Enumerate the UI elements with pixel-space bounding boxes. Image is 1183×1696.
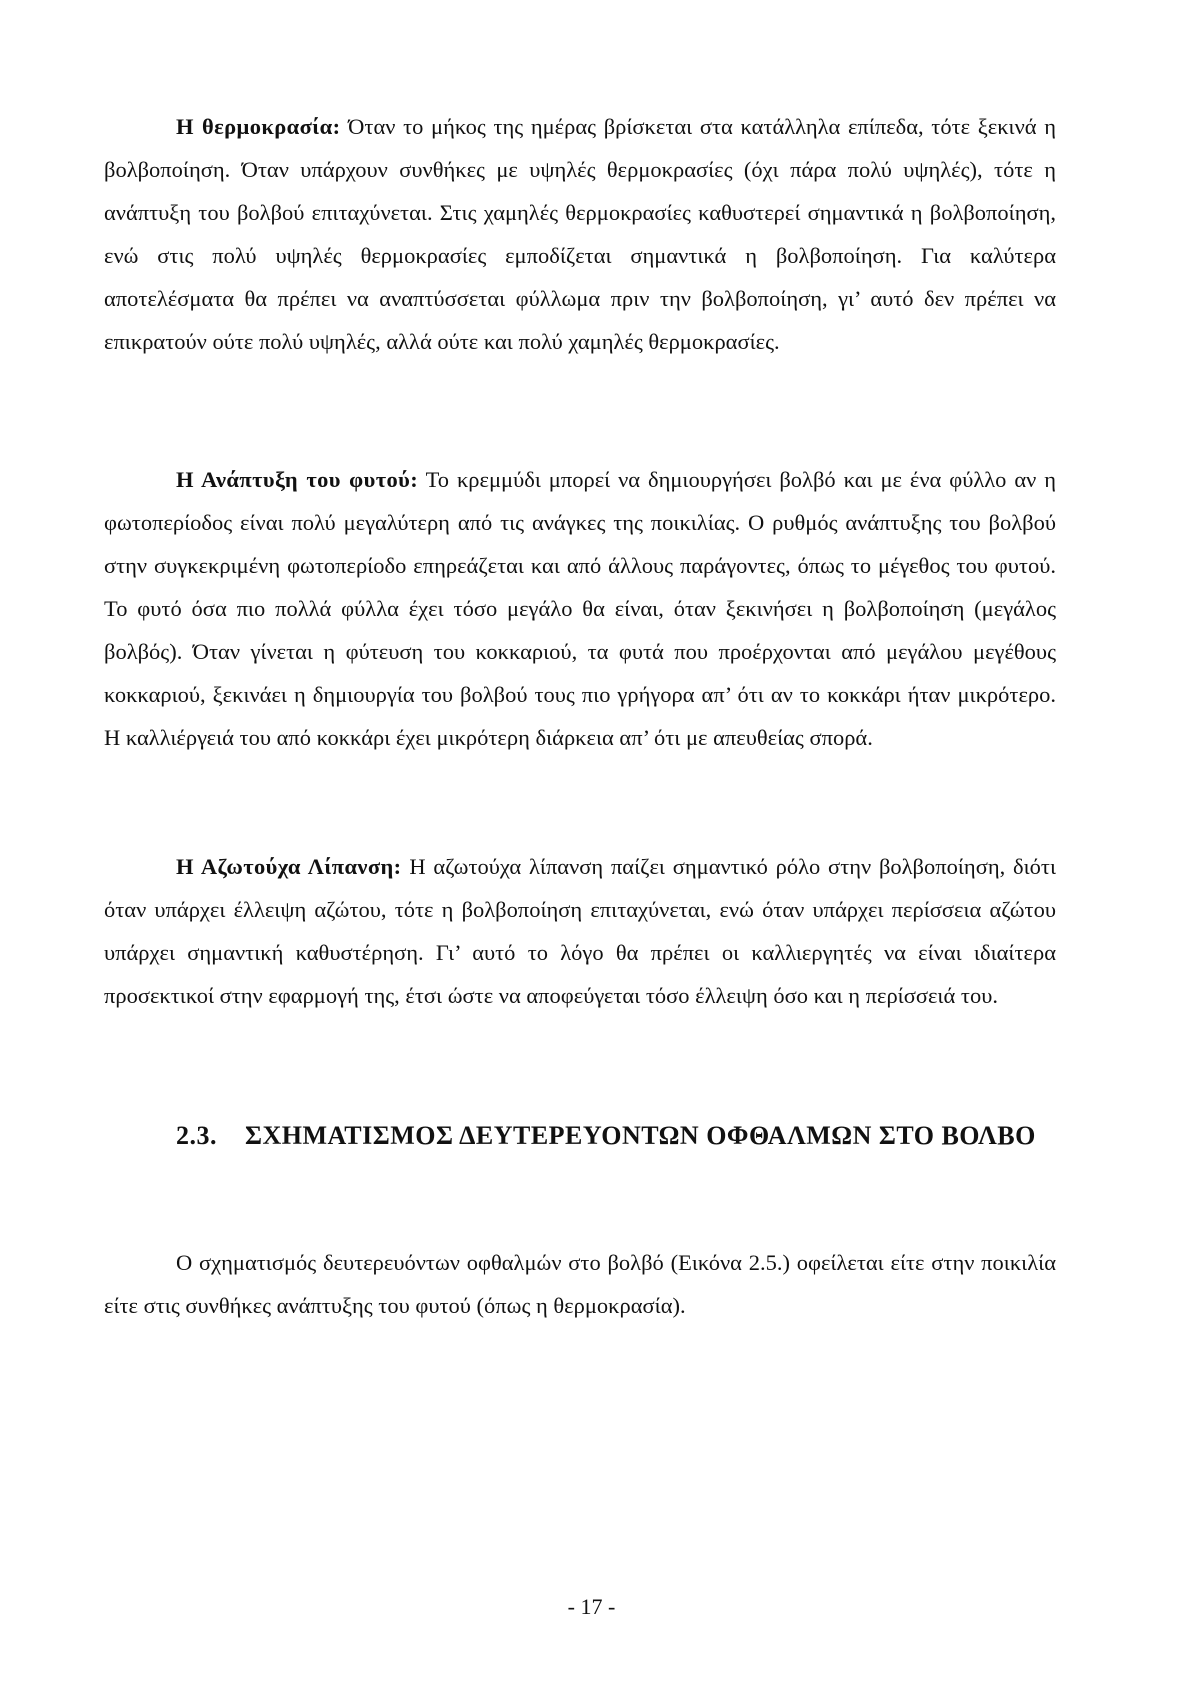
section-title: ΣΧΗΜΑΤΙΣΜΟΣ ΔΕΥΤΕΡΕΥΟΝΤΩΝ ΟΦΘΑΛΜΩΝ ΣΤΟ ΒΟΛΒΟ	[245, 1121, 1036, 1150]
paragraph-section-intro	[104, 1241, 1056, 1327]
paragraph-temperature	[104, 105, 1056, 363]
paragraph-nitrogen-fertilization	[104, 845, 1056, 1017]
paragraph-text: Όταν το μήκος της ημέρας βρίσκεται στα κατάλληλα επίπεδα, τότε ξεκινά η βολβοποίηση. Όταν υπάρχουν συνθήκες με υψηλές θερμοκρασίες (όχι πάρα πολύ υψηλές), τότε η ανάπτυξη του βολβού επιταχύνεται. Στις χαμηλές θερμοκρασίες καθυστερεί σημαντικά η βολβοποίηση, ενώ στις πολύ υψηλές θερμοκρασίες εμποδίζεται σημαντικά η βολβοποίηση. Για καλύτερα αποτελέσματα θα πρέπει να αναπτύσσεται φύλλωμα πριν την βολβοποίηση, γι’ αυτό δεν πρέπει να επικρατούν ούτε πολύ υψηλές, αλλά ούτε και πολύ χαμηλές θερμοκρασίες.	[104, 114, 1056, 354]
page-number: - 17 -	[567, 1594, 616, 1619]
paragraph-lead: Η Αζωτούχα Λίπανση:	[176, 854, 402, 879]
paragraph-plant-growth	[104, 458, 1056, 759]
section-heading	[104, 1106, 1056, 1166]
paragraph-lead: Η θερμοκρασία:	[176, 114, 341, 139]
paragraph-lead: Η Ανάπτυξη του φυτού:	[176, 467, 419, 492]
paragraph-text: Ο σχηματισμός δευτερευόντων οφθαλμών στο βολβό (Εικόνα 2.5.) οφείλεται είτε στην ποικιλία είτε στις συνθήκες ανάπτυξης του φυτού (όπως η θερμοκρασία).	[104, 1250, 1056, 1318]
section-number: 2.3.	[176, 1121, 217, 1150]
paragraph-text: Η αζωτούχα λίπανση παίζει σημαντικό ρόλο στην βολβοποίηση, διότι όταν υπάρχει έλλειψη αζώτου, τότε η βολβοποίηση επιταχύνεται, ενώ όταν υπάρχει περίσσεια αζώτου υπάρχει σημαντική καθυστέρηση. Γι’ αυτό το λόγο θα πρέπει οι καλλιεργητές να είναι ιδιαίτερα προσεκτικοί στην εφαρμογή της, έτσι ώστε να αποφεύγεται τόσο έλλειψη όσο και η περίσσειά του.	[104, 854, 1056, 1008]
paragraph-text: Το κρεμμύδι μπορεί να δημιουργήσει βολβό και με ένα φύλλο αν η φωτοπερίοδος είναι πολύ μεγαλύτερη από τις ανάγκες της ποικιλίας. Ο ρυθμός ανάπτυξης του βολβού στην συγκεκριμένη φωτοπερίοδο επηρεάζεται και από άλλους παράγοντες, όπως το μέγεθος του φυτού. Το φυτό όσα πιο πολλά φύλλα έχει τόσο μεγάλο θα είναι, όταν ξεκινήσει η βολβοποίηση (μεγάλος βολβός). Όταν γίνεται η φύτευση του κοκκαριού, τα φυτά που προέρχονται από μεγάλου μεγέθους κοκκαριού, ξεκινάει η δημιουργία του βολβού τους πιο γρήγορα απ’ ότι αν το κοκκάρι ήταν μικρότερο. Η καλλιέργειά του από κοκκάρι έχει μικρότερη διάρκεια απ’ ότι με απευθείας σπορά.	[104, 467, 1056, 750]
